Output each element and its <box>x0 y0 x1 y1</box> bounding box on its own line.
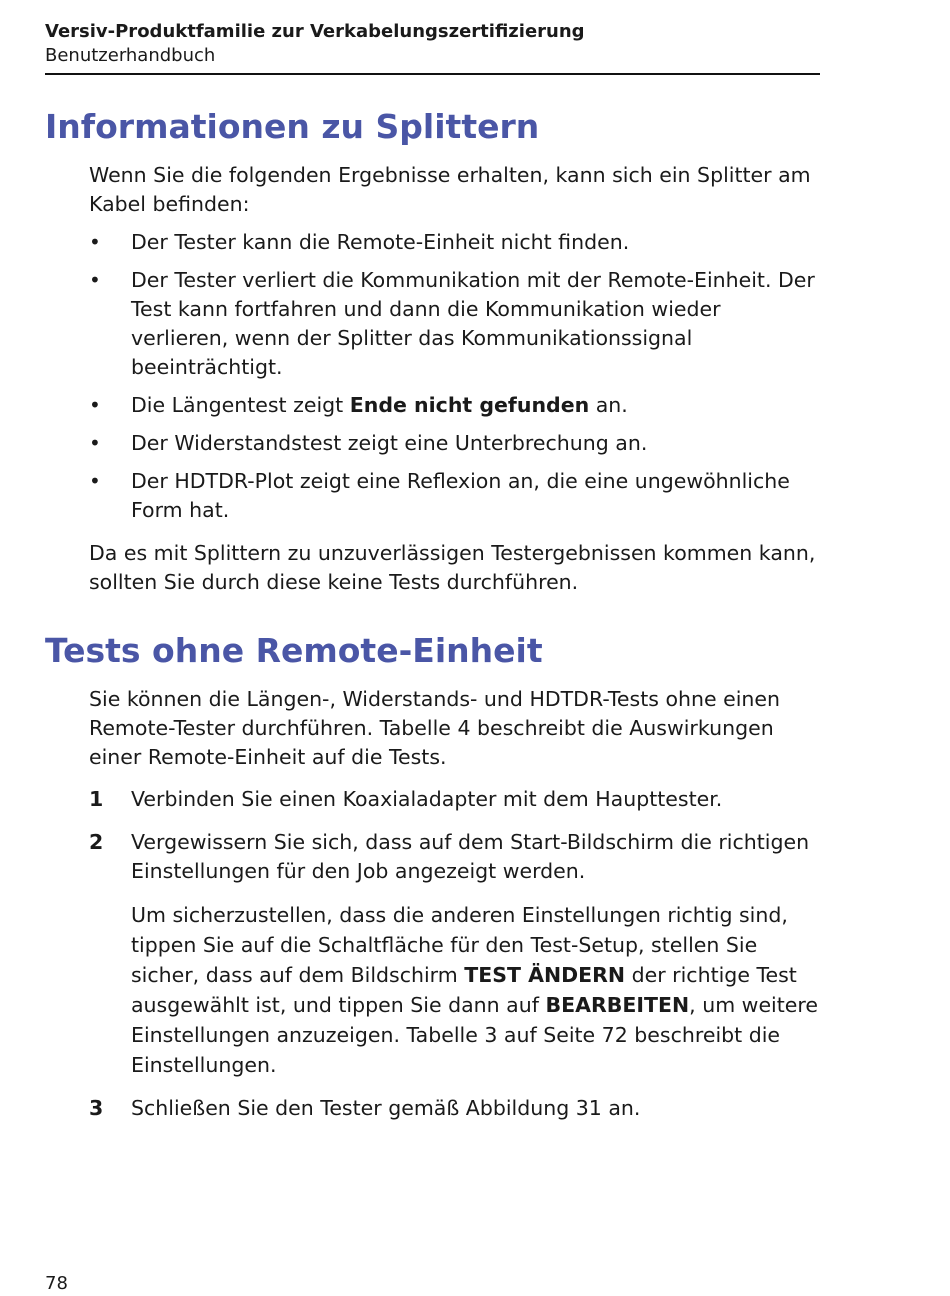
header-title: Versiv-Produktfamilie zur Verkabelungszertifizierung <box>45 21 585 42</box>
step-text: Vergewissern Sie sich, dass auf dem Start-Bildschirm die richtigen Einstellungen für den Job angezeigt werden. <box>131 830 810 883</box>
bullet-dot: • <box>89 268 101 292</box>
step-2-detail: Um sicherzustellen, dass die anderen Einstellungen richtig sind, tippen Sie auf die Schaltfläche für den Test-Setup, stellen Sie sicher, dass auf dem Bildschirm TEST ÄNDERN der richtige Test ausgewählt ist, und tippen Sie dann auf BEARBEITEN, um weitere Einstellungen anzuzeigen. Tabelle 3 auf Seite 72 beschreibt die Einstellungen. <box>131 903 818 1077</box>
header-subtitle: Benutzerhandbuch <box>45 45 216 66</box>
running-header <box>45 20 820 68</box>
bullet-text: Die Längentest zeigt Ende nicht gefunden an. <box>131 393 628 417</box>
bullet-dot: • <box>89 393 101 417</box>
section-heading-no-remote: Tests ohne Remote-Einheit <box>45 631 543 670</box>
splitter-intro: Wenn Sie die folgenden Ergebnisse erhalten, kann sich ein Splitter am Kabel befinden: <box>89 163 811 216</box>
header-divider <box>45 73 820 75</box>
bullet-text: Der Tester kann die Remote-Einheit nicht finden. <box>131 230 630 254</box>
bullet-dot: • <box>89 431 101 455</box>
bullet-text: Der HDTDR-Plot zeigt eine Reflexion an, die eine ungewöhnliche Form hat. <box>131 469 790 522</box>
ui-term-test-aendern: TEST ÄNDERN <box>464 963 626 987</box>
ui-term-ende-nicht-gefunden: Ende nicht gefunden <box>349 393 590 417</box>
step-number: 2 <box>89 830 104 854</box>
splitter-closing: Da es mit Splittern zu unzuverlässigen Testergebnissen kommen kann, sollten Sie durch diese keine Tests durchführen. <box>89 541 816 594</box>
ui-term-bearbeiten: BEARBEITEN <box>545 993 690 1017</box>
step-number: 1 <box>89 787 104 811</box>
page-number: 78 <box>45 1273 68 1294</box>
bullet-text: Der Widerstandstest zeigt eine Unterbrechung an. <box>131 431 648 455</box>
step-text: Verbinden Sie einen Koaxialadapter mit dem Haupttester. <box>131 787 723 811</box>
bullet-dot: • <box>89 230 101 254</box>
section-heading-splitters: Informationen zu Splittern <box>45 107 540 146</box>
step-number: 3 <box>89 1096 104 1120</box>
bullet-dot: • <box>89 469 101 493</box>
step-text: Schließen Sie den Tester gemäß Abbildung 31 an. <box>131 1096 641 1120</box>
bullet-text: Der Tester verliert die Kommunikation mit der Remote-Einheit. Der Test kann fortfahren und dann die Kommunikation wieder verlieren, wenn der Splitter das Kommunikationssignal beeinträchtigt. <box>131 268 815 379</box>
no-remote-intro: Sie können die Längen-, Widerstands- und HDTDR-Tests ohne einen Remote-Tester durchführen. Tabelle 4 beschreibt die Auswirkungen einer Remote-Einheit auf die Tests. <box>89 687 781 769</box>
